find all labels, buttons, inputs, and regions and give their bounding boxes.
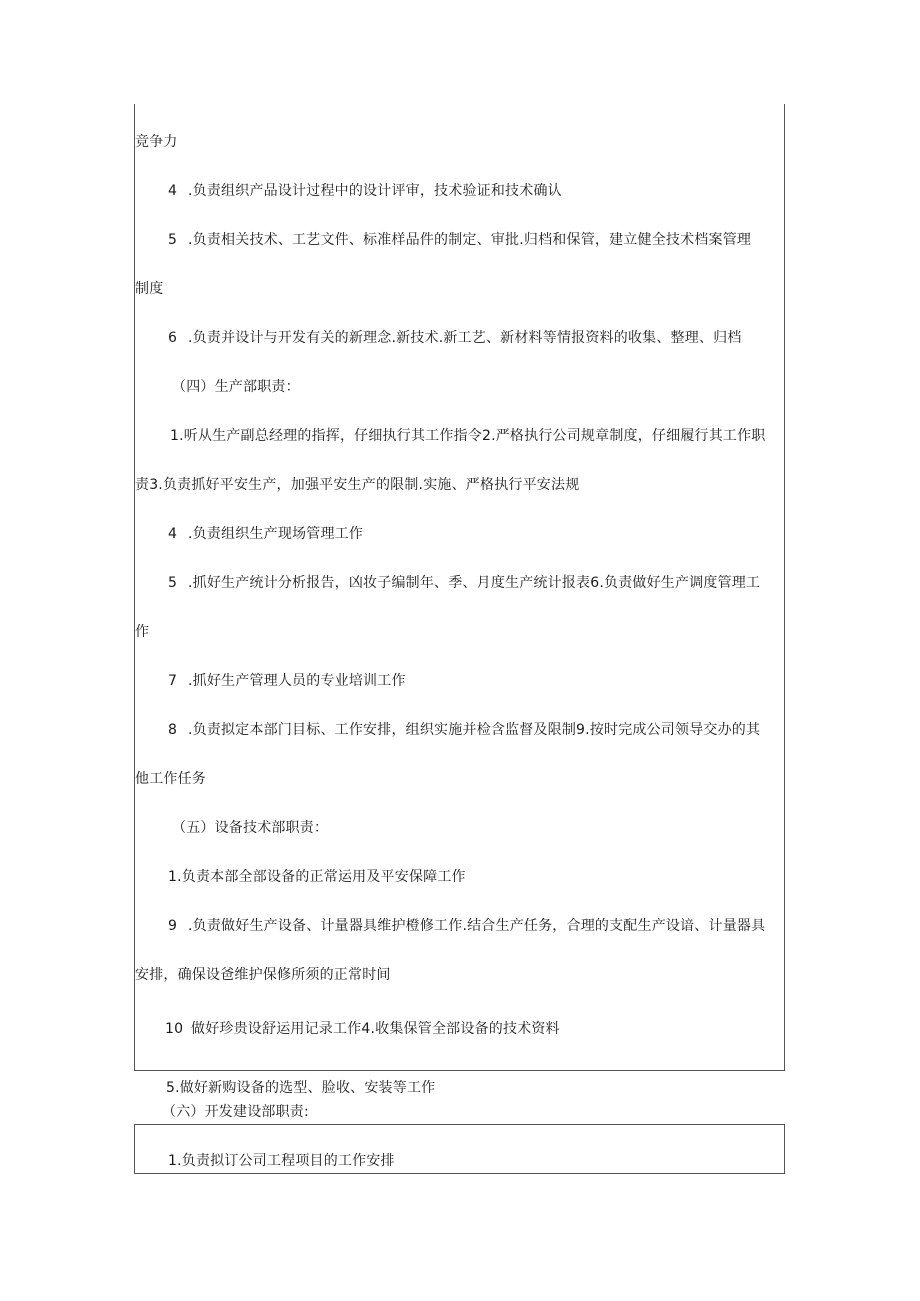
section-heading (172, 377, 300, 397)
item-number: 8 (168, 722, 178, 738)
text-line (135, 475, 579, 495)
text-line (168, 867, 466, 887)
item-number: 4 (168, 526, 178, 542)
numbered-item (168, 671, 406, 691)
heading-text: （五）设备技术部职责： (172, 820, 329, 836)
item-number: 7 (168, 673, 178, 689)
text-line (135, 769, 206, 789)
text-span: 5.做好新购设备的选型、脸收、安装等工作 (166, 1080, 436, 1096)
item-text: .负责相关技术、工艺文件、标准样品件的制定、审批.归档和保管，建立健全技术档案管理 (188, 232, 752, 248)
numbered-item (168, 181, 562, 201)
text-line (135, 279, 163, 299)
numbered-item (168, 328, 742, 348)
text-span: 制度 (135, 281, 164, 297)
text-line (135, 965, 391, 985)
numbered-item (168, 916, 765, 936)
text-line (166, 1078, 435, 1098)
numbered-item (165, 1019, 560, 1039)
item-text: 做好珍贵设舒运用记录工作4.收集保管全部设备的技术资料 (191, 1021, 560, 1037)
numbered-item (168, 524, 363, 544)
text-line (135, 132, 178, 152)
text-span: 1.听从生产副总经理的指挥，仔细执行其工作指令2.严格执行公司规章制度，仔细履行其工作职 (170, 428, 766, 444)
text-span: 1.负责本部全部设备的正常运用及平安保障工作 (168, 869, 466, 885)
item-text: .负责组织产品设计过程中的设计评审，技术验证和技术确认 (188, 183, 562, 199)
item-number: 10 (165, 1021, 184, 1037)
text-span: 责3.负责抓好平安生产，加强平安生产的限制.实施、严格执行平安法规 (135, 477, 580, 493)
item-text: .负责组织生产现场管理工作 (188, 526, 364, 542)
item-number: 6 (168, 330, 178, 346)
numbered-item (168, 230, 751, 250)
numbered-item (168, 573, 760, 593)
text-line (168, 1151, 395, 1171)
item-text: .抓好生产管理人员的专业培训工作 (188, 673, 406, 689)
item-text: .负责拟定本部门目标、工作安排，组织实施并检含监督及限制9.按时完成公司领导交办的其 (188, 722, 761, 738)
heading-text: （四）生产部职责： (172, 379, 300, 395)
item-number: 5 (168, 232, 178, 248)
text-span: 1.负责拟订公司工程项目的工作安排 (168, 1153, 395, 1169)
numbered-item (168, 720, 760, 740)
item-number: 9 (168, 918, 178, 934)
text-line (170, 426, 766, 446)
item-number: 5 (168, 575, 178, 591)
text-span: 竞争力 (135, 134, 178, 150)
text-span: 作 (135, 624, 150, 640)
item-text: .负责并设计与开发有关的新理念.新技术.新工艺、新材料等情报资料的收集、整理、归档 (188, 330, 742, 346)
item-number: 4 (168, 183, 178, 199)
heading-text: （六）开发建设部职责: (162, 1104, 309, 1120)
item-text: .抓好生产统计分析报告，凶妆子编制年、季、月度生产统计报表6.负责做好生产调度管理工 (188, 575, 761, 591)
text-line (135, 622, 149, 642)
text-span: 他工作任务 (135, 771, 206, 787)
text-span: 安排，确保设爸维护保修所须的正常时间 (135, 967, 391, 983)
section-heading (162, 1102, 309, 1122)
item-text: .负责做好生产设备、计量器具维护橙修工作.结合生产任务，合理的支配生产设谙、计量器具 (188, 918, 766, 934)
section-heading (172, 818, 328, 838)
